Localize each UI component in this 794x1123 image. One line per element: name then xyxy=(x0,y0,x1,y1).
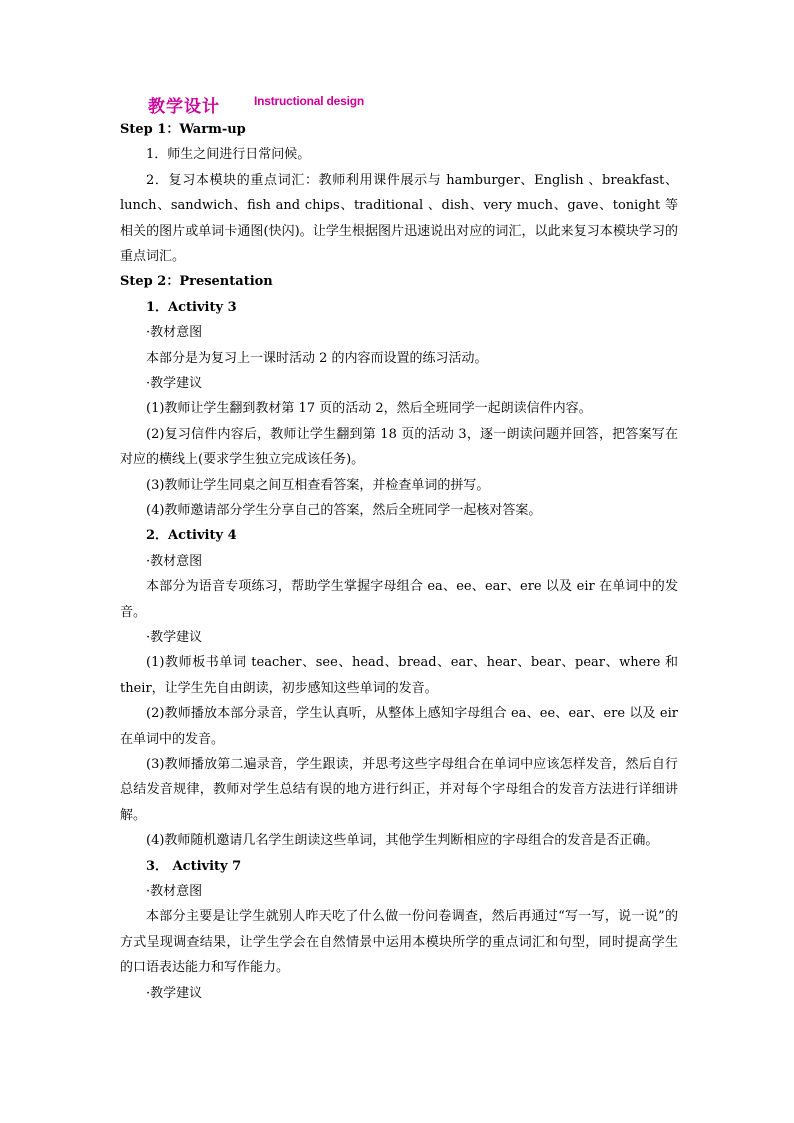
activity7-advice-label: ·教学建议 xyxy=(146,985,203,1001)
activity3-intent-label: ·教材意图 xyxy=(146,325,203,341)
activity7-intent: 本部分主要是让学生就别人昨天吃了什么做一份问卷调查，然后再通过“写一写，说一说”的方式呈现调查结果，让学生学会在自然情景中运用本模块所学的重点词汇和句型，同时提高学生的口语表达能力和写作能力。 xyxy=(120,909,678,976)
activity7-intent-label: ·教材意图 xyxy=(146,883,203,899)
step1-item1: 1．师生之间进行日常问候。 xyxy=(146,147,311,163)
activity4-title: 2．Activity 4 xyxy=(146,528,237,544)
activity3-step4: (4)教师邀请部分学生分享自己的答案，然后全班同学一起核对答案。 xyxy=(146,502,542,518)
activity7-title: 3． Activity 7 xyxy=(146,858,242,874)
activity4-step1: (1)教师板书单词 teacher、see、head、bread、ear、hear、bear、pear、where 和 their，让学生先自由朗读，初步感知这些单词的发音。 xyxy=(120,655,678,696)
document-body xyxy=(120,117,678,1006)
activity3-step3: (3)教师让学生同桌之间互相查看答案，并检查单词的拼写。 xyxy=(146,477,490,493)
activity3-intent: 本部分是为复习上一课时活动 2 的内容而设置的练习活动。 xyxy=(146,350,488,366)
step2-title: Step 2：Presentation xyxy=(120,274,273,290)
activity4-intent-label: ·教材意图 xyxy=(146,553,203,569)
activity4-intent: 本部分为语音专项练习，帮助学生掌握字母组合 ea、ee、ear、ere 以及 eir 在单词中的发音。 xyxy=(120,579,678,620)
activity4-step3: (3)教师播放第二遍录音，学生跟读，并思考这些字母组合在单词中应该怎样发音，然后自行总结发音规律，教师对学生总结有误的地方进行纠正，并对每个字母组合的发音方法进行详细讲解。 xyxy=(120,756,678,823)
activity3-step1: (1)教师让学生翻到教材第 17 页的活动 2，然后全班同学一起朗读信件内容。 xyxy=(146,401,592,417)
activity4-advice-label: ·教学建议 xyxy=(146,629,203,645)
header-title-cn: 教学设计 xyxy=(148,97,220,117)
activity3-step2: (2)复习信件内容后，教师让学生翻到第 18 页的活动 3，逐一朗读问题并回答，把答案写在对应的横线上(要求学生独立完成该任务)。 xyxy=(120,426,678,468)
step1-item2: 2．复习本模块的重点词汇：教师利用课件展示与 hamburger、English 、breakfast、lunch、sandwich、fish and chips、traditional 、dish、very much、gave、tonight 等相关的图片或单词卡通图(快闪)。让学生根据图片迅速说出对应的词汇，以此来复习本模块学习的重点词汇。 xyxy=(120,172,678,264)
header-title-en: Instructional design xyxy=(254,94,365,108)
activity4-step2: (2)教师播放本部分录音，学生认真听，从整体上感知字母组合 ea、ee、ear、ere 以及 eir 在单词中的发音。 xyxy=(120,706,678,747)
activity3-title: 1．Activity 3 xyxy=(146,299,237,315)
step1-title: Step 1：Warm-up xyxy=(120,122,246,137)
section-header xyxy=(148,92,713,116)
activity3-advice-label: ·教学建议 xyxy=(146,375,203,391)
activity4-step4: (4)教师随机邀请几名学生朗读这些单词，其他学生判断相应的字母组合的发音是否正确。 xyxy=(146,833,659,849)
